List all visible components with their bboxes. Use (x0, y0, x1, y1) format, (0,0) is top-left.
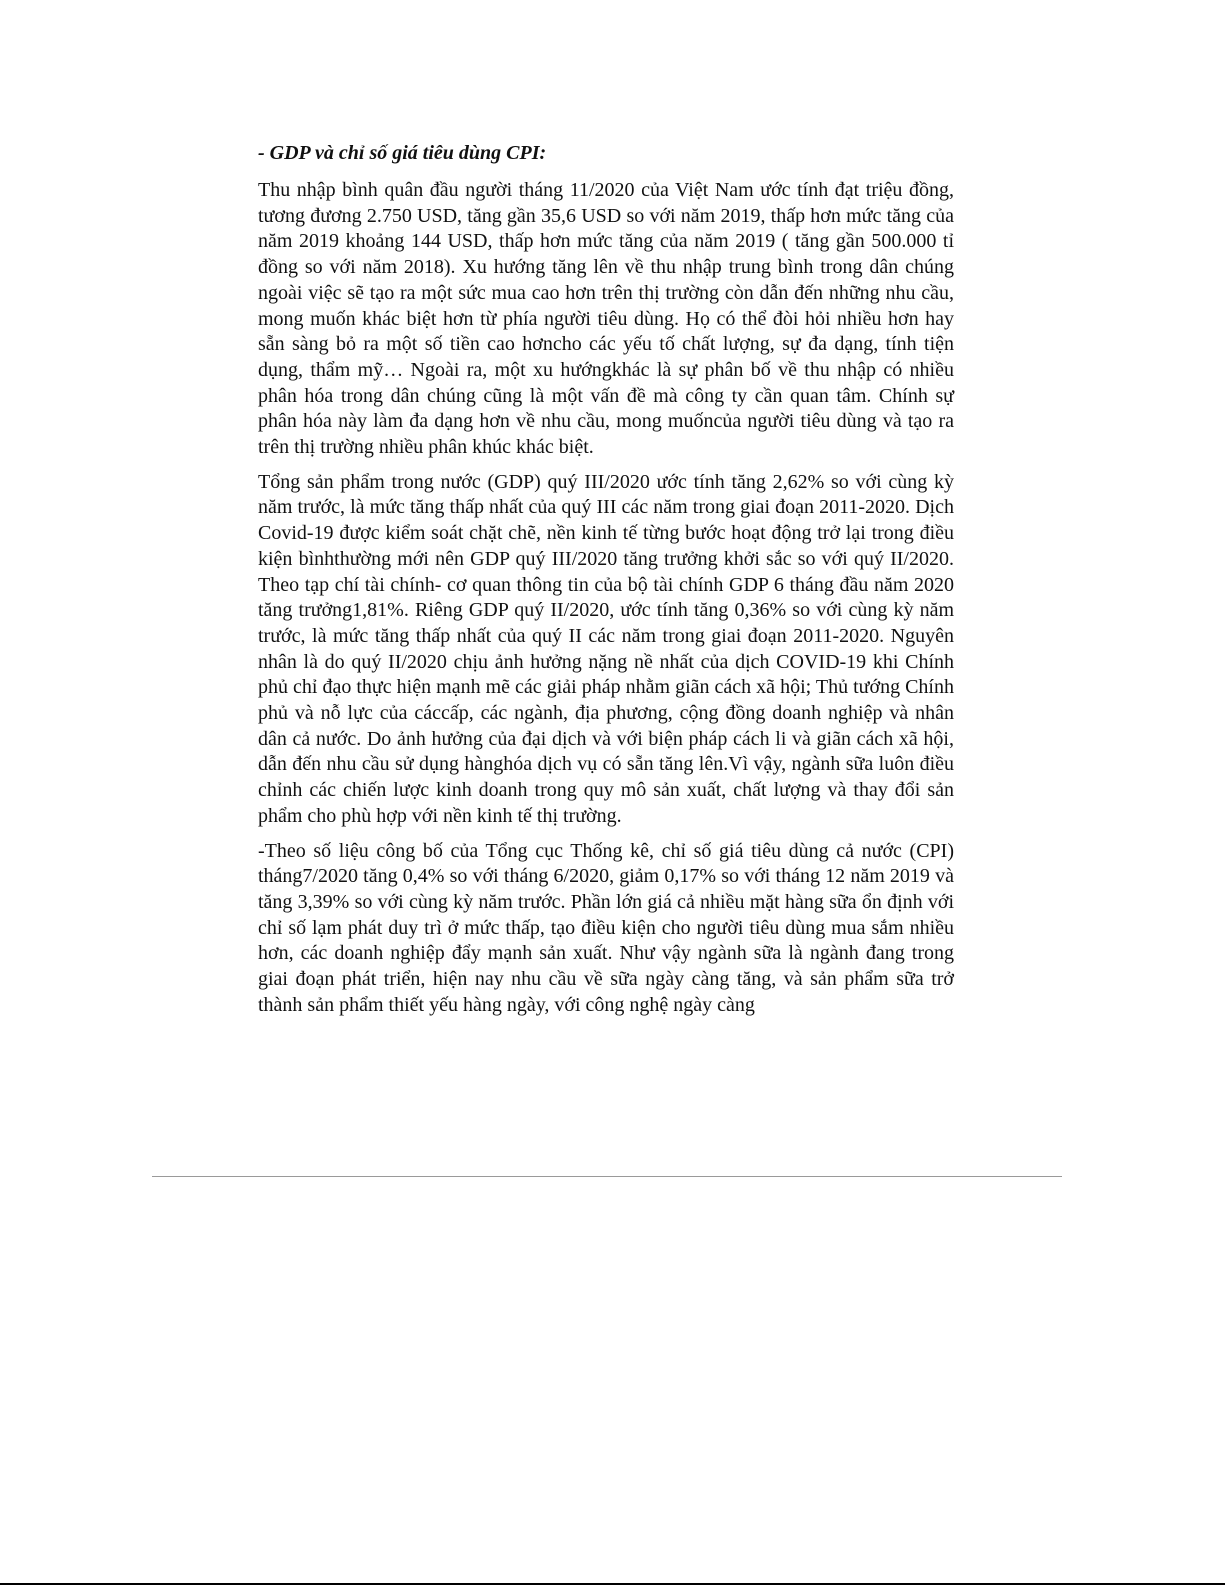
section-heading: - GDP và chỉ số giá tiêu dùng CPI: (258, 142, 547, 164)
paragraph-income: Thu nhập bình quân đầu người tháng 11/2020 của Việt Nam ước tính đạt triệu đồng, tương đương 2.750 USD, tăng gần 35,6 USD so với năm 2019, thấp hơn mức tăng của năm 2019 khoảng 144 USD, thấp hơn mức tăng của năm 2019 ( tăng gần 500.000 tỉ đồng so với năm 2018). Xu hướng tăng lên về thu nhập trung bình trong dân chúng ngoài việc sẽ tạo ra một sức mua cao hơn trên thị trường còn dẫn đến những nhu cầu, mong muốn khác biệt hơn từ phía người tiêu dùng. Họ có thể đòi hỏi nhiều hơn hay sẵn sàng bỏ ra một số tiền cao hơncho các yếu tố chất lượng, sự đa dạng, tính tiện dụng, thẩm mỹ… Ngoài ra, một xu hướngkhác là sự phân bố về thu nhập có nhiều phân hóa trong dân chúng cũng là một vấn đề mà công ty cần quan tâm. Chính sự phân hóa này làm đa dạng hơn về nhu cầu, mong muốncủa người tiêu dùng và tạo ra trên thị trường nhiều phân khúc khác biệt. (258, 179, 954, 459)
page-break-divider (152, 1176, 1062, 1177)
paragraph-cpi: -Theo số liệu công bố của Tổng cục Thống kê, chỉ số giá tiêu dùng cả nước (CPI) tháng7/2020 tăng 0,4% so với tháng 6/2020, giảm 0,17% so với tháng 12 năm 2019 và tăng 3,39% so với cùng kỳ năm trước. Phần lớn giá cả nhiều mặt hàng sữa ổn định với chỉ số lạm phát duy trì ở mức thấp, tạo điều kiện cho người tiêu dùng mua sắm nhiều hơn, các doanh nghiệp đẩy mạnh sản xuất. Như vậy ngành sữa là ngành đang trong giai đoạn phát triển, hiện nay nhu cầu về sữa ngày càng tăng, và sản phẩm sữa trở thành sản phẩm thiết yếu hàng ngày, với công nghệ ngày càng (258, 839, 954, 1016)
document-body (258, 140, 954, 1028)
paragraph-gdp: Tổng sản phẩm trong nước (GDP) quý III/2020 ước tính tăng 2,62% so với cùng kỳ năm trước, là mức tăng thấp nhất của quý III các năm trong giai đoạn 2011-2020. Dịch Covid-19 được kiểm soát chặt chẽ, nền kinh tế từng bước hoạt động trở lại trong điều kiện bìnhthường mới nên GDP quý III/2020 tăng trưởng khởi sắc so với quý II/2020. Theo tạp chí tài chính- cơ quan thông tin của bộ tài chính GDP 6 tháng đầu năm 2020 tăng trưởng1,81%. Riêng GDP quý II/2020, ước tính tăng 0,36% so với cùng kỳ năm trước, là mức tăng thấp nhất của quý II các năm trong giai đoạn 2011-2020. Nguyên nhân là do quý II/2020 chịu ảnh hưởng nặng nề nhất của dịch COVID-19 khi Chính phủ chỉ đạo thực hiện mạnh mẽ các giải pháp nhằm giãn cách xã hội; Thủ tướng Chính phủ và nỗ lực của cáccấp, các ngành, địa phương, cộng đồng doanh nghiệp và nhân dân cả nước. Do ảnh hưởng của đại dịch và với biện pháp cách li và giãn cách xã hội, dẫn đến nhu cầu sử dụng hànghóa dịch vụ có sẵn tăng lên.Vì vậy, ngành sữa luôn điều chỉnh các chiến lược kinh doanh trong quy mô sản xuất, chất lượng và thay đổi sản phẩm cho phù hợp với nền kinh tế thị trường. (258, 470, 954, 827)
